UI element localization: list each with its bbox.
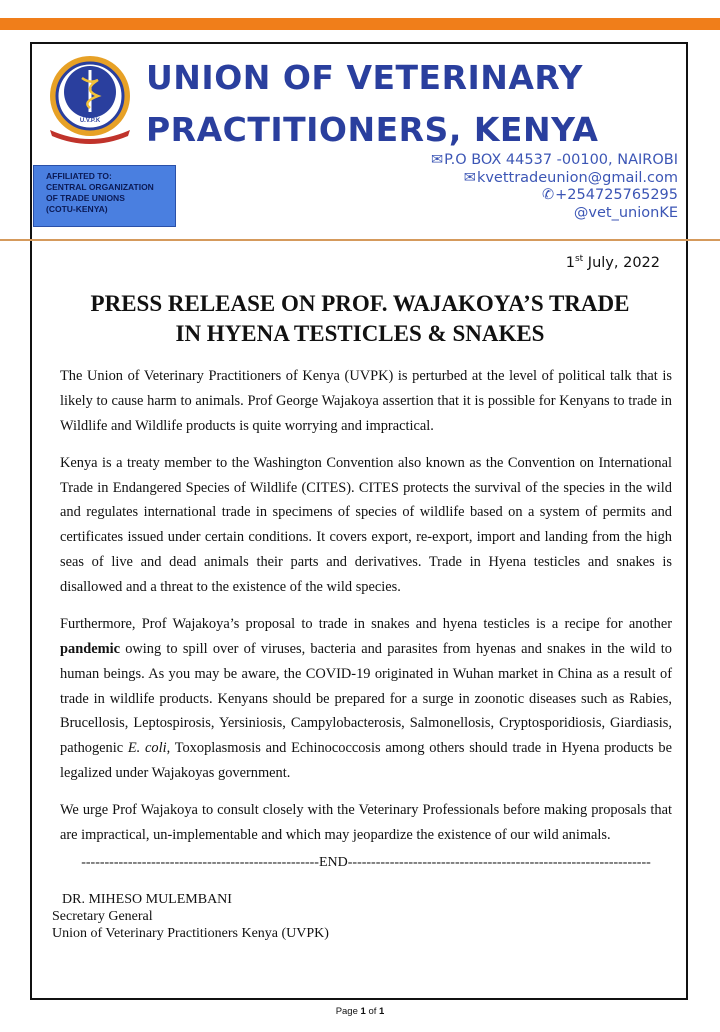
phone-line — [431, 187, 678, 205]
paragraph-3-part: , Toxoplasmosis and Echinococcosis among others should trade in Hyena products be legalized under Wajakoyas government. — [60, 740, 672, 781]
signature-block — [52, 891, 329, 942]
organization-name — [146, 52, 686, 156]
union-logo-icon — [44, 52, 136, 144]
org-name-line2: PRACTITIONERS, KENYA — [146, 110, 599, 149]
title-line2: IN HYENA TESTICLES & SNAKES — [175, 321, 545, 346]
signatory-name: DR. MIHESO MULEMBANI — [62, 892, 232, 907]
social-handle: @vet_unionKE — [573, 204, 678, 221]
press-release-title — [40, 289, 680, 349]
date-day: 1 — [565, 254, 575, 271]
affiliation-line: AFFILIATED TO: — [46, 171, 112, 181]
paragraph-3-italic: E. coli — [127, 740, 167, 757]
phone-icon: ✆ — [541, 187, 555, 203]
org-name-line1: UNION OF VETERINARY — [146, 58, 583, 97]
paragraph-2: Kenya is a treaty member to the Washington Convention also known as the Convention on International Trade in Endangered Species of Wildlife (CITES). CITES protects the survival of the species in the wild and regulates international trade in specimens of species of wildlife based on a system of permits and certificates issued under certain conditions. It covers export, re-export, import and landing from the high seas of live and dead animals their parts and derivatives. Trade in Hyena testicles and snakes is disallowed and a threat to the existence of the wild species. — [60, 454, 672, 595]
header-divider — [0, 239, 720, 241]
email-text: kvettradeunion@gmail.com — [476, 169, 678, 186]
date-rest: July, 2022 — [583, 254, 660, 271]
page-total: 1 — [379, 1006, 385, 1017]
paragraph-3-bold: pandemic — [60, 640, 120, 657]
affiliation-box — [33, 165, 176, 227]
press-release-body — [60, 364, 672, 860]
mail-icon: ✉ — [430, 152, 444, 168]
affiliation-line: (COTU-KENYA) — [46, 204, 108, 214]
paragraph-3-part: owing to spill over of viruses, bacteria and parasites from hyenas and snakes in the wild to human beings. As you may be aware, the COVID-19 originated in Wuhan market in China as a result of trade in wildlife products. Kenyans should be prepared for a surge in zoonotic diseases such as Rabies, Brucellosis, Leptospirosis, Yersiniosis, Campylobacterosis, Salmonellosis, Cryptosporidiosis, Giardiasis, pathogenic — [60, 640, 672, 757]
signatory-role: Secretary General — [52, 909, 153, 924]
social-line — [431, 205, 678, 223]
paragraph-4: We urge Prof Wajakoya to consult closely with the Veterinary Professionals before making proposals that are impractical, un-implementable and which may jeopardize the existence of our wild animals. — [60, 802, 672, 844]
phone-text: +254725765295 — [555, 187, 678, 203]
page-number: 1 — [360, 1006, 366, 1017]
affiliation-line: OF TRADE UNIONS — [46, 193, 125, 203]
address-text: P.O BOX 44537 -00100, NAIROBI — [444, 152, 678, 168]
paragraph-3-part: Furthermore, Prof Wajakoya’s proposal to trade in snakes and hyena testicles is a recipe for another — [60, 616, 672, 633]
email-icon: ✉ — [463, 169, 476, 186]
paragraph-3 — [60, 612, 672, 786]
email-line — [431, 170, 678, 188]
contact-block — [431, 152, 678, 222]
title-line1: PRESS RELEASE ON PROF. WAJAKOYA’S TRADE — [90, 291, 630, 316]
address-line — [431, 152, 678, 170]
end-marker: ---------------------------------------------------END----------------------------------------------------------------- — [81, 855, 651, 870]
logo-text: U.V.P.K — [79, 118, 101, 124]
page-of: of — [365, 1006, 380, 1017]
release-date — [566, 254, 660, 271]
paragraph-1: The Union of Veterinary Practitioners of Kenya (UVPK) is perturbed at the level of political talk that is likely to cause harm to animals. Prof George Wajakoya assertion that it is possible for Kenyans to trade in Wildlife and Wildlife products is quite worrying and impractical. — [60, 368, 672, 434]
signatory-organization: Union of Veterinary Practitioners Kenya (UVPK) — [52, 926, 329, 941]
affiliation-line: CENTRAL ORGANIZATION — [46, 182, 154, 192]
page-label: Page — [335, 1006, 361, 1017]
page-footer — [0, 1006, 720, 1017]
date-suffix: st — [574, 254, 584, 264]
top-orange-bar — [0, 18, 720, 30]
